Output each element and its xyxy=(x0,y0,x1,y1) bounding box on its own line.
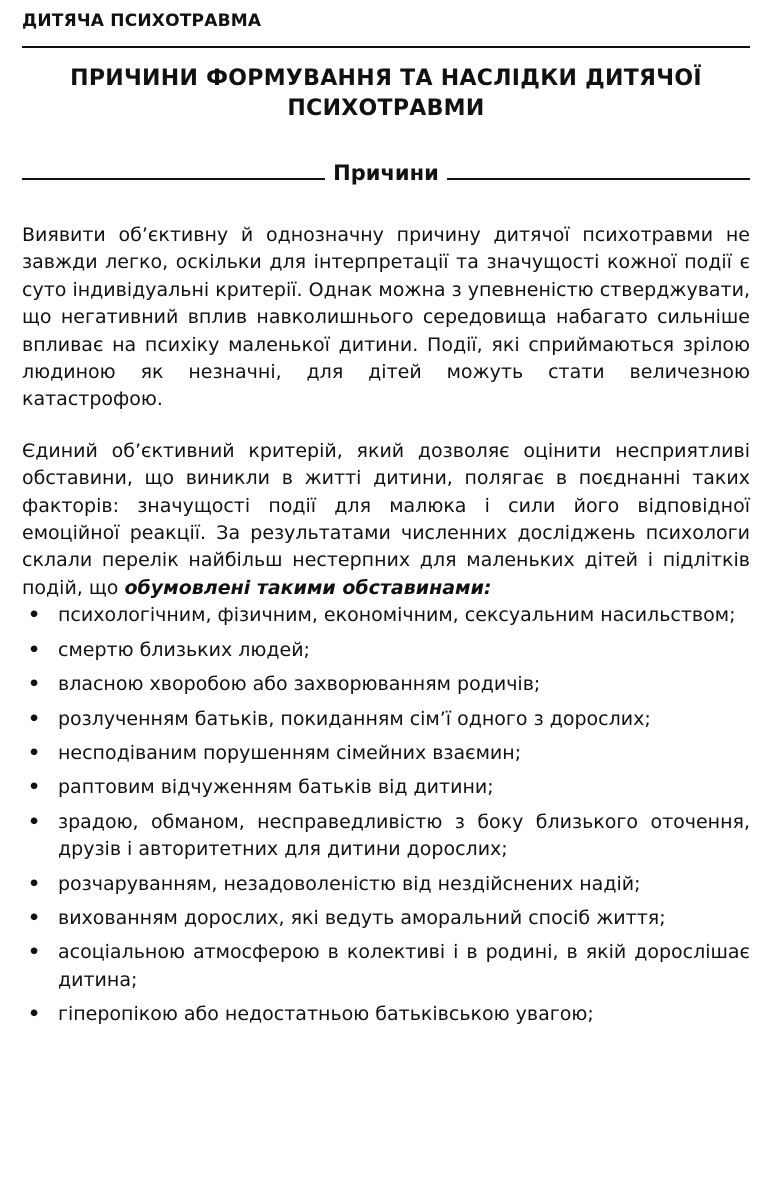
list-item-text: розчаруванням, незадоволеністю від нездійснених надій; xyxy=(58,872,641,895)
list-item xyxy=(28,905,750,932)
list-item xyxy=(28,871,750,898)
bullet-icon: • xyxy=(28,1003,41,1026)
paragraph-2-emphasis: обумовлені такими обставинами: xyxy=(124,576,492,599)
list-item-text: психологічним, фізичним, економічним, сексуальним насильством; xyxy=(58,604,736,627)
bullet-icon: • xyxy=(28,906,41,929)
list-item-text: власною хворобою або захворюванням родичів; xyxy=(58,673,541,696)
list-item xyxy=(28,671,750,698)
list-item-text: зрадою, обманом, несправедливістю з боку близького оточення, друзів і авторитетних для дитини дорослих; xyxy=(58,810,750,861)
list-item-text: смертю близьких людей; xyxy=(58,638,310,661)
list-item xyxy=(28,706,750,733)
list-item xyxy=(28,637,750,664)
list-item-text: вихованням дорослих, які ведуть аморальний спосіб життя; xyxy=(58,906,666,929)
causes-list xyxy=(22,602,750,1028)
list-item xyxy=(28,809,750,864)
list-item xyxy=(28,602,750,629)
bullet-icon: • xyxy=(28,638,41,661)
list-item xyxy=(28,774,750,801)
paragraph-2 xyxy=(22,438,750,602)
section-heading-label: Причини xyxy=(333,161,439,185)
paragraph-2-text: Єдиний об’єктивний критерій, який дозволяє оцінити несприятливі обставини, що виникли в житті дитини, полягає в поєднанні таких факторів: значущості події для малюка і сили його відповідної емоційної реакції. За результатами численних досліджень психологи склали перелік найбільш нестерпних для маленьких дітей і підлітків подій, що xyxy=(22,439,750,599)
list-item xyxy=(28,939,750,994)
book-page xyxy=(22,0,750,1036)
bullet-icon: • xyxy=(28,941,41,964)
list-item-text: несподіваним порушенням сімейних взаємин; xyxy=(58,741,522,764)
section-heading-right-rule xyxy=(447,178,750,180)
running-header: ДИТЯЧА ПСИХОТРАВМА xyxy=(22,11,262,31)
bullet-icon: • xyxy=(28,872,41,895)
list-item-text: раптовим відчуженням батьків від дитини; xyxy=(58,776,494,799)
paragraph-1: Виявити об’єктивну й однозначну причину дитячої психотравми не завжди легко, оскільки для інтерпретації та значущості кожної події є суто індивідуальні критерії. Однак можна з упевненістю стверджувати, що негативний вплив навколишнього середовища набагато сильніше впливає на психіку маленької дитини. Події, які сприймаються зрілою людиною як незначні, для дітей можуть стати величезною катастрофою. xyxy=(22,224,750,411)
bullet-icon: • xyxy=(28,604,41,627)
bullet-icon: • xyxy=(28,673,41,696)
list-item-text: асоціальною атмосферою в колективі і в родині, в якій дорослішає дитина; xyxy=(58,941,750,991)
list-item-text: гіперопікою або недостатньою батьківською увагою; xyxy=(58,1003,594,1026)
section-heading xyxy=(22,160,750,186)
list-item xyxy=(28,740,750,767)
list-item xyxy=(28,1001,750,1028)
chapter-title: ПРИЧИНИ ФОРМУВАННЯ ТА НАСЛІДКИ ДИТЯЧОЇ ПСИХОТРАВМИ xyxy=(70,66,702,121)
bullet-icon: • xyxy=(28,810,41,833)
bullet-icon: • xyxy=(28,707,41,730)
header-rule xyxy=(22,46,750,48)
section-heading-left-rule xyxy=(22,178,325,180)
bullet-icon: • xyxy=(28,776,41,799)
list-item-text: розлученням батьків, покиданням сім’ї одного з дорослих; xyxy=(58,707,651,730)
bullet-icon: • xyxy=(28,741,41,764)
